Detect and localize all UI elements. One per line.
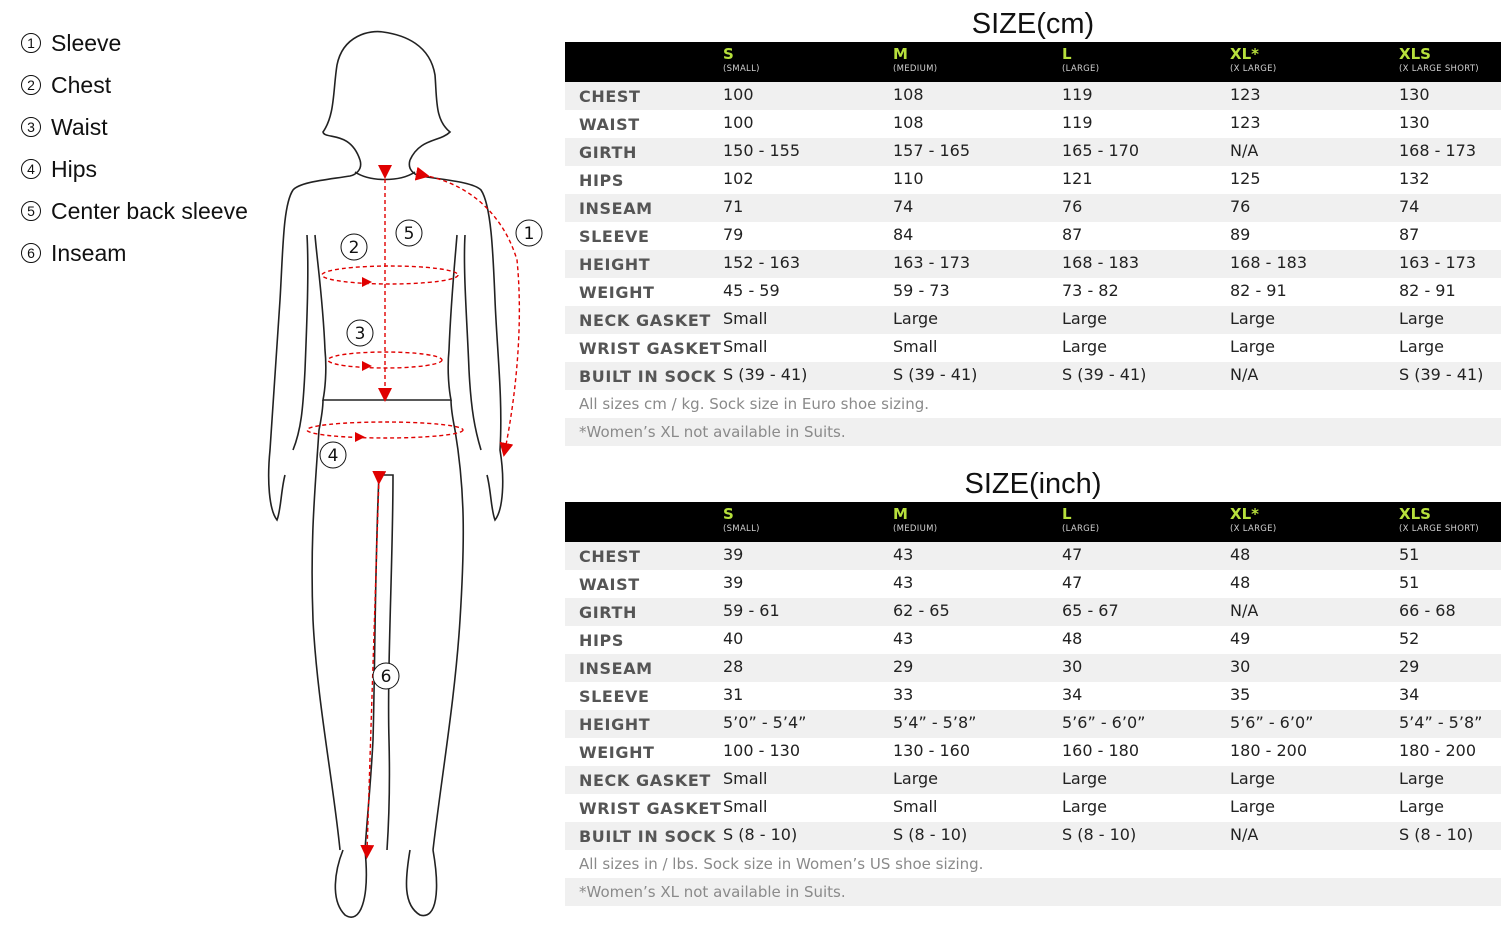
- table-cell: Large: [1062, 309, 1108, 328]
- table-cell: Small: [893, 337, 938, 356]
- header-subtitle: (X LARGE SHORT): [1399, 64, 1479, 74]
- table-cell: 34: [1062, 685, 1083, 704]
- table-row: [565, 654, 1501, 682]
- table-cell: 48: [1230, 545, 1251, 564]
- table-row: [565, 570, 1501, 598]
- row-label: WRIST GASKET: [579, 799, 722, 818]
- table-row: [565, 82, 1501, 110]
- table-cell: S (39 - 41): [893, 365, 978, 384]
- table-cell: S (39 - 41): [1062, 365, 1147, 384]
- table-cell: 123: [1230, 113, 1261, 132]
- table-cell: 87: [1399, 225, 1420, 244]
- table-row: [565, 334, 1501, 362]
- row-label: SLEEVE: [579, 227, 650, 246]
- header-subtitle: (LARGE): [1062, 524, 1100, 534]
- row-label: WAIST: [579, 115, 640, 134]
- table-row: [565, 138, 1501, 166]
- legend-label: Hips: [51, 155, 98, 182]
- legend-item-chest: [18, 64, 248, 106]
- table-cell: 110: [893, 169, 924, 188]
- measurement-arrowheads: [355, 277, 372, 442]
- table-cell: 74: [1399, 197, 1420, 216]
- size-table-cm: [565, 6, 1501, 446]
- table-cell: Large: [1399, 337, 1445, 356]
- table-cell: 43: [893, 629, 914, 648]
- table-note-row: [565, 850, 1501, 878]
- header-size: L: [1062, 505, 1072, 523]
- table-cell: S (39 - 41): [723, 365, 808, 384]
- table-cell: Large: [1230, 337, 1276, 356]
- row-label: HEIGHT: [579, 715, 651, 734]
- legend-label: Waist: [51, 113, 108, 140]
- marker-1: 1: [523, 224, 535, 244]
- table-cell: 35: [1230, 685, 1251, 704]
- table-cell: Small: [723, 337, 768, 356]
- legend-number: 3: [21, 117, 41, 137]
- header-subtitle: (SMALL): [723, 64, 760, 74]
- body-outline-illustration: [255, 20, 555, 930]
- table-cell: Large: [1230, 797, 1276, 816]
- table-cell: 30: [1062, 657, 1083, 676]
- table-cell: 48: [1230, 573, 1251, 592]
- table-cell: 150 - 155: [723, 141, 801, 160]
- legend-item-hips: [18, 148, 248, 190]
- table-cell: N/A: [1230, 365, 1259, 384]
- table-body: [565, 82, 1501, 446]
- header-subtitle: (X LARGE): [1230, 524, 1277, 534]
- table-note: All sizes cm / kg. Sock size in Euro shoe sizing.: [579, 395, 930, 413]
- table-cell: 165 - 170: [1062, 141, 1140, 160]
- table-cell: 130: [1399, 113, 1430, 132]
- table-row: [565, 110, 1501, 138]
- table-note-row: [565, 418, 1501, 446]
- table-cell: Large: [1062, 797, 1108, 816]
- table-cell: S (8 - 10): [893, 825, 968, 844]
- table-cell: 108: [893, 113, 924, 132]
- marker-5: 5: [403, 224, 415, 244]
- header-size: L: [1062, 45, 1072, 63]
- table-cell: S (8 - 10): [1399, 825, 1474, 844]
- table-cell: 39: [723, 545, 744, 564]
- size-table-inch: [565, 466, 1501, 906]
- table-row: [565, 738, 1501, 766]
- body-outline: [269, 32, 503, 918]
- table-cell: 40: [723, 629, 744, 648]
- table-note: All sizes in / lbs. Sock size in Women’s US shoe sizing.: [579, 855, 984, 873]
- table-cell: Large: [1399, 769, 1445, 788]
- row-label: WRIST GASKET: [579, 339, 722, 358]
- marker-3: 3: [354, 324, 366, 344]
- table-cell: 71: [723, 197, 744, 216]
- row-label: CHEST: [579, 547, 641, 566]
- table-cell: 74: [893, 197, 914, 216]
- header-subtitle: (MEDIUM): [893, 524, 938, 534]
- legend-number: 6: [21, 243, 41, 263]
- body-measurement-figure: [255, 20, 555, 930]
- table-cell: 180 - 200: [1399, 741, 1477, 760]
- marker-6: 6: [380, 667, 392, 687]
- table-cell: Large: [1062, 769, 1108, 788]
- legend-item-sleeve: [18, 22, 248, 64]
- table-row: [565, 222, 1501, 250]
- legend-label: Inseam: [51, 239, 127, 266]
- table-cell: 123: [1230, 85, 1261, 104]
- table-cell: 168 - 183: [1062, 253, 1140, 272]
- legend-label: Center back sleeve: [51, 197, 248, 224]
- table-cell: 30: [1230, 657, 1251, 676]
- table-cell: 52: [1399, 629, 1420, 648]
- table-cell: 76: [1062, 197, 1083, 216]
- table-cell: Small: [723, 769, 768, 788]
- header-size: S: [723, 505, 734, 523]
- table-cell: 87: [1062, 225, 1083, 244]
- table-cell: 163 - 173: [1399, 253, 1477, 272]
- legend-item-waist: [18, 106, 248, 148]
- table-cell: 47: [1062, 545, 1083, 564]
- table-cell: N/A: [1230, 825, 1259, 844]
- table-row: [565, 794, 1501, 822]
- table-row: [565, 598, 1501, 626]
- header-size: XLS: [1399, 45, 1431, 63]
- header-size-m: [893, 505, 937, 535]
- table-cell: 168 - 173: [1399, 141, 1477, 160]
- row-label: CHEST: [579, 87, 641, 106]
- table-row: [565, 542, 1501, 570]
- row-label: NECK GASKET: [579, 311, 711, 330]
- header-size-s: [723, 45, 760, 75]
- table-cell: S (8 - 10): [723, 825, 798, 844]
- table-cell: 5’6” - 6’0”: [1062, 713, 1146, 732]
- table-cell: 59 - 73: [893, 281, 950, 300]
- measurement-guides: [307, 172, 519, 852]
- table-cell: Small: [723, 797, 768, 816]
- table-cell: 157 - 165: [893, 141, 971, 160]
- table-row: [565, 194, 1501, 222]
- table-cell: 130: [1399, 85, 1430, 104]
- table-cell: 180 - 200: [1230, 741, 1308, 760]
- legend-number: 5: [21, 201, 41, 221]
- marker-4: 4: [327, 446, 339, 466]
- header-size: XLS: [1399, 505, 1431, 523]
- legend-label: Sleeve: [51, 29, 122, 56]
- header-subtitle: (X LARGE SHORT): [1399, 524, 1479, 534]
- table-cell: 66 - 68: [1399, 601, 1456, 620]
- table-row: [565, 766, 1501, 794]
- table-row: [565, 306, 1501, 334]
- table-note-row: [565, 390, 1501, 418]
- table-cell: S (8 - 10): [1062, 825, 1137, 844]
- table-cell: 121: [1062, 169, 1093, 188]
- table-row: [565, 278, 1501, 306]
- table-cell: 163 - 173: [893, 253, 971, 272]
- row-label: WEIGHT: [579, 283, 655, 302]
- table-cell: 89: [1230, 225, 1251, 244]
- table-note-row: [565, 878, 1501, 906]
- table-cell: Large: [1062, 337, 1108, 356]
- table-cell: 82 - 91: [1230, 281, 1287, 300]
- table-note: *Women’s XL not available in Suits.: [579, 883, 846, 901]
- table-title: SIZE(inch): [964, 468, 1102, 500]
- table-cell: N/A: [1230, 141, 1259, 160]
- table-body: [565, 542, 1501, 906]
- measurement-legend: [18, 22, 248, 274]
- table-cell: 79: [723, 225, 744, 244]
- table-cell: 119: [1062, 113, 1093, 132]
- legend-number: 1: [21, 33, 41, 53]
- header-size-s: [723, 505, 760, 535]
- table-cell: Large: [893, 769, 939, 788]
- table-cell: Large: [1399, 309, 1445, 328]
- table-cell: 47: [1062, 573, 1083, 592]
- table-cell: 160 - 180: [1062, 741, 1140, 760]
- table-cell: 82 - 91: [1399, 281, 1456, 300]
- table-cell: 100: [723, 85, 754, 104]
- header-subtitle: (SMALL): [723, 524, 760, 534]
- table-cell: 51: [1399, 573, 1420, 592]
- table-cell: 43: [893, 545, 914, 564]
- table-cell: 39: [723, 573, 744, 592]
- table-cell: 125: [1230, 169, 1261, 188]
- table-row: [565, 626, 1501, 654]
- table-cell: 119: [1062, 85, 1093, 104]
- legend-number: 2: [21, 75, 41, 95]
- table-title: SIZE(cm): [971, 8, 1095, 40]
- table-cell: 59 - 61: [723, 601, 780, 620]
- table-cell: Small: [723, 309, 768, 328]
- table-cell: N/A: [1230, 601, 1259, 620]
- table-cell: 102: [723, 169, 754, 188]
- marker-2: 2: [348, 238, 360, 258]
- table-row: [565, 822, 1501, 850]
- table-cell: 43: [893, 573, 914, 592]
- header-subtitle: (LARGE): [1062, 64, 1100, 74]
- table-row: [565, 166, 1501, 194]
- row-label: BUILT IN SOCK: [579, 367, 717, 386]
- table-note: *Women’s XL not available in Suits.: [579, 423, 846, 441]
- table-cell: 65 - 67: [1062, 601, 1119, 620]
- row-label: INSEAM: [579, 659, 653, 678]
- table-cell: 168 - 183: [1230, 253, 1308, 272]
- table-cell: 34: [1399, 685, 1420, 704]
- header-size: S: [723, 45, 734, 63]
- table-cell: 84: [893, 225, 914, 244]
- table-cell: 5’4” - 5’8”: [893, 713, 977, 732]
- row-label: HIPS: [579, 631, 624, 650]
- table-cell: 100 - 130: [723, 741, 801, 760]
- header-size-l: [1062, 45, 1099, 75]
- table-cell: 108: [893, 85, 924, 104]
- table-cell: Large: [1230, 769, 1276, 788]
- table-cell: 73 - 82: [1062, 281, 1119, 300]
- table-cell: Small: [893, 797, 938, 816]
- table-cell: 130 - 160: [893, 741, 971, 760]
- row-label: HIPS: [579, 171, 624, 190]
- table-cell: 45 - 59: [723, 281, 780, 300]
- table-row: [565, 250, 1501, 278]
- header-size-m: [893, 45, 937, 75]
- table-row: [565, 362, 1501, 390]
- table-cell: 48: [1062, 629, 1083, 648]
- table-cell: 100: [723, 113, 754, 132]
- table-header: [565, 42, 1501, 82]
- legend-item-center-back-sleeve: [18, 190, 248, 232]
- table-cell: 5’0” - 5’4”: [723, 713, 807, 732]
- header-size: XL*: [1230, 505, 1259, 523]
- table-row: [565, 682, 1501, 710]
- header-size-xl: [1230, 505, 1276, 535]
- table-cell: S (39 - 41): [1399, 365, 1484, 384]
- table-cell: Large: [1230, 309, 1276, 328]
- row-label: SLEEVE: [579, 687, 650, 706]
- header-subtitle: (X LARGE): [1230, 64, 1277, 74]
- table-cell: 29: [1399, 657, 1420, 676]
- row-label: BUILT IN SOCK: [579, 827, 717, 846]
- row-label: HEIGHT: [579, 255, 651, 274]
- table-cell: 62 - 65: [893, 601, 950, 620]
- header-size: XL*: [1230, 45, 1259, 63]
- table-cell: 132: [1399, 169, 1430, 188]
- table-cell: 29: [893, 657, 914, 676]
- table-cell: 51: [1399, 545, 1420, 564]
- table-cell: 5’4” - 5’8”: [1399, 713, 1483, 732]
- header-size: M: [893, 45, 908, 63]
- table-cell: 152 - 163: [723, 253, 801, 272]
- row-label: WAIST: [579, 575, 640, 594]
- row-label: INSEAM: [579, 199, 653, 218]
- table-cell: Large: [893, 309, 939, 328]
- header-size: M: [893, 505, 908, 523]
- header-size-xls: [1399, 505, 1479, 535]
- row-label: NECK GASKET: [579, 771, 711, 790]
- row-label: GIRTH: [579, 143, 637, 162]
- header-size-xls: [1399, 45, 1479, 75]
- table-cell: Large: [1399, 797, 1445, 816]
- legend-item-inseam: [18, 232, 248, 274]
- row-label: GIRTH: [579, 603, 637, 622]
- table-cell: 76: [1230, 197, 1251, 216]
- figure-markers: [320, 220, 542, 689]
- row-label: WEIGHT: [579, 743, 655, 762]
- table-row: [565, 710, 1501, 738]
- table-cell: 49: [1230, 629, 1251, 648]
- table-cell: 33: [893, 685, 914, 704]
- header-size-xl: [1230, 45, 1276, 75]
- legend-number: 4: [21, 159, 41, 179]
- header-subtitle: (MEDIUM): [893, 64, 938, 74]
- table-cell: 5’6” - 6’0”: [1230, 713, 1314, 732]
- table-header: [565, 502, 1501, 542]
- header-size-l: [1062, 505, 1099, 535]
- legend-label: Chest: [51, 71, 112, 98]
- table-cell: 31: [723, 685, 744, 704]
- table-cell: 28: [723, 657, 744, 676]
